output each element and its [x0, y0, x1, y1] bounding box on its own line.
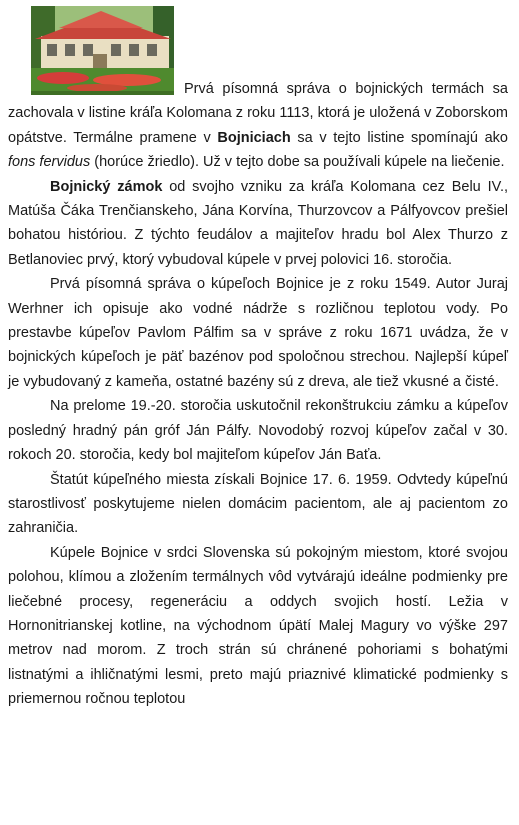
bojnice-bold: Bojniciach	[217, 129, 291, 146]
paragraph-1-text-end: (horúce žriedlo). Už v tejto dobe sa používali kúpele na liečenie.	[90, 154, 505, 171]
bojnicky-zamok-bold: Bojnický zámok	[50, 178, 163, 195]
paragraph-4: Na prelome 19.-20. storočia uskutočnil rekonštrukciu zámku a kúpeľov posledný hradný pán gróf Ján Pálfy. Novodobý rozvoj kúpeľov začal v 30. rokoch 20. storočia, kedy bol majiteľom kúpeľov Ján Baťa.	[8, 398, 508, 464]
paragraph-2	[8, 175, 508, 273]
spa-building-photo	[31, 6, 174, 95]
paragraph-6: Kúpele Bojnice v srdci Slovenska sú pokojným miestom, ktoré svojou polohou, klímou a zložením termálnych vôd vytvárajú ideálne podmienky pre liečebné procesy, regeneráciu a oddych svojich hostí. Ležia v Hornonitrianskej kotline, na východnom úpätí Malej Magury vo výške 297 metrov nad morom. Z troch strán sú chránené pohoriami s bohatými listnatými a ihličnatými lesmi, preto majú priaznivé klimatické podmienky s priemernou ročnou teplotou	[8, 544, 508, 708]
paragraph-3: Prvá písomná správa o kúpeľoch Bojnice je z roku 1549. Autor Juraj Werhner ich opisuje ako vodné nádrže s rozličnou teplotou vody. Po prestavbe kúpeľov Pavlom Pálfim sa v správe z roku 1671 uvádza, že v bojnických kúpeľoch je päť bazénov pod spoločnou strechou. Najlepší kúpeľ je vybudovaný z kameňa, ostatné bazény sú z dreva, ale tiež vkusné a čisté.	[8, 276, 508, 390]
paragraph-1-text-mid: sa v tejto listine spomínajú ako	[290, 129, 508, 146]
fons-fervidus-italic: fons fervidus	[8, 154, 91, 171]
article	[8, 4, 508, 712]
paragraph-5: Štatút kúpeľného miesta získali Bojnice 17. 6. 1959. Odvtedy kúpeľnú starostlivosť poskytujeme nielen domácim pacientom, ale aj pacientom zo zahraničia.	[8, 471, 508, 537]
paragraph-2-text: od svojho vzniku za kráľa Kolomana cez Belu IV., Matúša Čáka Trenčianskeho, Jána Korvína, Thurzovcov a Pálfyovcov prešiel bohatou históriou. Z týchto feudálov a majiteľov hradu bol Alex Thurzo z Betlanoviec prvý, ktorý vybudoval kúpele v prvej polovici 16. storočia.	[8, 178, 508, 268]
paragraph-1	[8, 4, 508, 175]
paragraph-1-text: Prvá písomná správa o bojnických termách sa zachovala v listine kráľa Kolomana z roku 1113, ktorá je uložená v Zoborskom opátstve. Termálne pramene v	[8, 81, 508, 146]
